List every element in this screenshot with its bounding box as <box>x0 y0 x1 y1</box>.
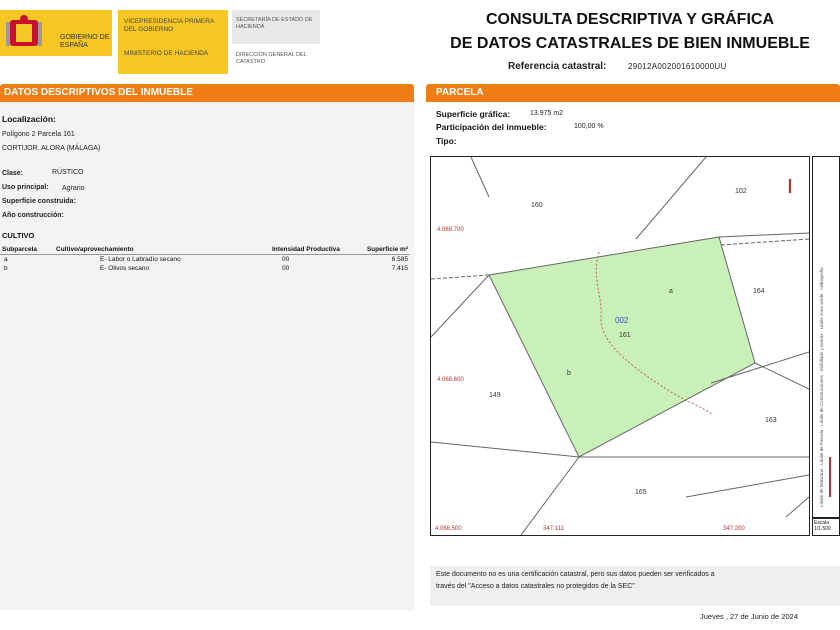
map-parcel-num-main: 161 <box>619 332 631 339</box>
map-parcel-number: 164 <box>753 288 765 295</box>
table-row <box>0 255 410 265</box>
legend-text: Límite de Manzana · Límite de Parcela · Límite de Construcciones · Mobiliario y aceras · Límite zona verde · Hidrografía <box>819 267 824 507</box>
cell-subparcela: a <box>4 256 8 263</box>
table-row <box>0 264 410 273</box>
col-cultivo: Cultivo/aprovechamiento <box>54 245 270 255</box>
map-coordinate: 4.068.600 <box>437 377 464 383</box>
map-parcel-code: 002 <box>615 316 629 325</box>
map-red-mark: ▬▬ <box>786 179 793 193</box>
vicepresidency-label: VICEPRESIDENCIA PRIMERA DEL GOBIERNO <box>124 18 214 33</box>
parcel-line <box>719 233 809 237</box>
uso-label: Uso principal: <box>2 184 49 191</box>
cadastral-map-svg <box>431 157 809 535</box>
parcel-line <box>786 497 809 517</box>
table-header-row <box>0 245 410 255</box>
col-superficie: Superficie m² <box>362 245 410 255</box>
parcel-polygon <box>489 237 755 457</box>
parcela-header: PARCELA <box>426 84 840 102</box>
document-date: Jueves , 27 de Junio de 2024 <box>700 612 798 621</box>
map-subparcel-label: a <box>669 288 673 295</box>
parcel-line <box>471 157 489 197</box>
verification-note <box>430 566 840 606</box>
parcel-line <box>431 275 489 337</box>
title-line-1: CONSULTA DESCRIPTIVA Y GRÁFICA <box>485 11 774 28</box>
scale-box: Escala 1/1.500 <box>812 518 840 536</box>
uso-value: Agrario <box>62 185 85 192</box>
directorate-label: DIRECCIÓN GENERAL DEL CATASTRO <box>236 52 307 65</box>
government-label: GOBIERNO DE ESPAÑA <box>60 34 110 49</box>
legend-red-mark <box>829 457 831 497</box>
localizacion-line-2: CORTIJOR. ALORA (MÁLAGA) <box>2 145 101 152</box>
participacion-value: 100,00 % <box>574 123 604 130</box>
clase-value: RÚSTICO <box>52 169 84 176</box>
cell-superficie: 7.415 <box>391 265 408 272</box>
map-parcel-number: 163 <box>765 417 777 424</box>
title-line-2: DE DATOS CATASTRALES DE BIEN INMUEBLE <box>450 35 810 52</box>
map-coordinate: 347.200 <box>723 526 745 532</box>
descriptive-data-panel <box>0 102 414 610</box>
parcel-line <box>521 457 579 535</box>
map-parcel-number: 160 <box>531 202 543 209</box>
map-legend-svg <box>813 157 839 517</box>
tipo-label: Tipo: <box>436 136 457 146</box>
col-intensidad: Intensidad Productiva <box>270 245 362 255</box>
parcel-line <box>431 442 579 457</box>
cultivo-table <box>0 245 410 273</box>
road-line <box>431 275 489 279</box>
map-parcel-number: 102 <box>735 188 747 195</box>
note-line-1: Este documento no es una certificación catastral, pero sus datos pueden ser verificados a <box>436 571 715 578</box>
clase-label: Clase: <box>2 170 24 177</box>
road-line <box>721 239 809 245</box>
cadastral-map <box>430 156 810 536</box>
spain-coat-of-arms-icon <box>6 14 42 52</box>
parcel-line <box>636 157 706 239</box>
superficie-grafica-label: Superficie gráfica: <box>436 109 511 119</box>
map-legend-strip <box>812 156 840 518</box>
cultivo-title: CULTIVO <box>2 231 35 240</box>
cell-subparcela: b <box>4 265 8 272</box>
participacion-label: Participación del inmueble: <box>436 122 547 132</box>
ministry-label: MINISTERIO DE HACIENDA <box>124 50 209 57</box>
cell-cultivo: E- Olivos secano <box>100 265 150 272</box>
descriptive-data-header: DATOS DESCRIPTIVOS DEL INMUEBLE <box>0 84 414 102</box>
superficie-construida-label: Superficie construida: <box>2 198 76 205</box>
map-coordinate: 4.068.700 <box>437 227 464 233</box>
reference-value: 29012A002001610000UU <box>628 62 727 71</box>
reference-label: Referencia catastral: <box>508 61 607 72</box>
document-title <box>440 8 820 56</box>
cell-intensidad: 00 <box>282 265 290 272</box>
localizacion-line-1: Polígono 2 Parcela 161 <box>2 131 75 138</box>
cell-intensidad: 00 <box>282 256 290 263</box>
note-line-2: través del "Acceso a datos catastrales no protegidos de la SEC" <box>436 583 635 590</box>
map-coordinate: 4.068.500 <box>435 526 462 532</box>
cell-superficie: 6.585 <box>391 256 408 263</box>
localizacion-label: Localización: <box>2 114 56 124</box>
parcel-line <box>686 475 809 497</box>
map-coordinate: 347.111 <box>543 526 564 532</box>
ano-construccion-label: Año construcción: <box>2 212 64 219</box>
secretariat-label: SECRETARÍA DE ESTADO DE HACIENDA <box>236 17 313 30</box>
map-parcel-number: 165 <box>635 489 647 496</box>
map-subparcel-label: b <box>567 370 571 377</box>
map-parcel-number: 149 <box>489 392 501 399</box>
superficie-grafica-value: 13.975 m2 <box>530 110 564 117</box>
cell-cultivo: E- Labor o Labradío secano <box>100 256 181 263</box>
col-subparcela: Subparcela <box>0 245 54 255</box>
